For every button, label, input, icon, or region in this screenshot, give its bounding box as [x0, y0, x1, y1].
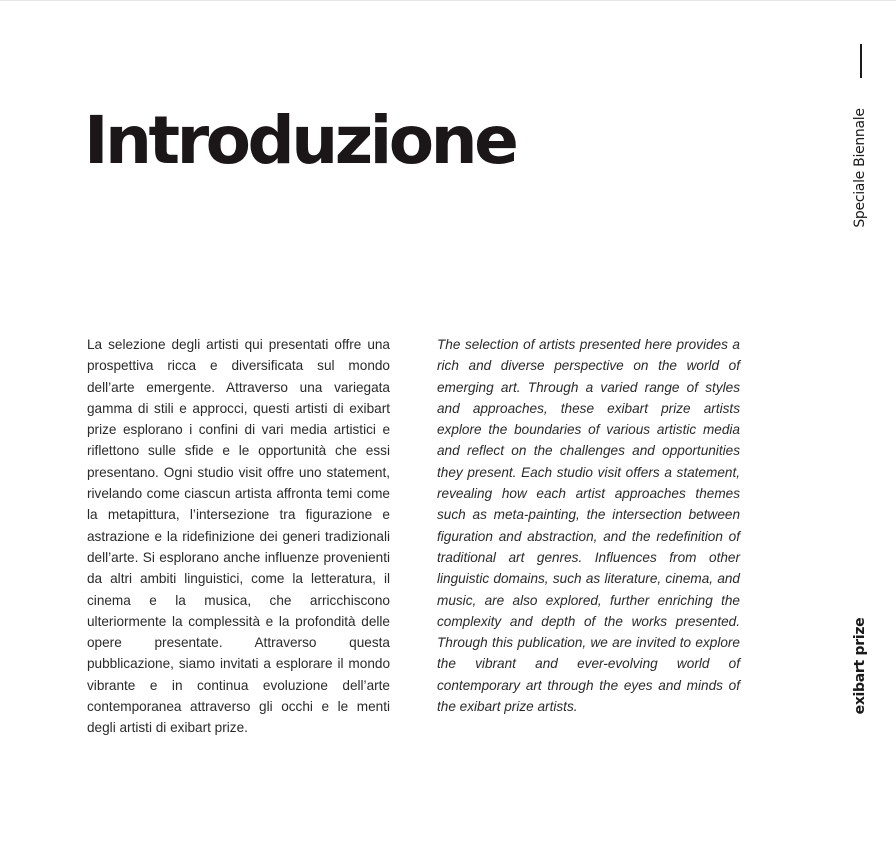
- brand-label: exibart prize: [852, 617, 868, 715]
- top-divider: [0, 0, 896, 1]
- section-label: Speciale Biennale: [852, 108, 868, 228]
- page-title: Introduzione: [84, 102, 516, 179]
- body-text-italian: La selezione degli artisti qui presentati offre una prospettiva ricca e diversificata sul mondo dell’arte emergente. Attraverso una variegata gamma di stili e approcci, questi artisti di exibart prize esplorano i confini di vari media artistici e riflettono sulle sfide e le opportunità che essi presentano. Ogni studio visit offre uno statement, rivelando come ciascun artista affronta temi come la metapittura, l’intersezione tra figurazione e astrazione e la ridefinizione dei generi tradizionali dell’arte. Si esplorano anche influenze provenienti da altri ambiti linguistici, come la letteratura, il cinema e la musica, che arricchiscono ulteriormente la complessità e la profondità delle opere presentate. Attraverso questa pubblicazione, siamo invitati a esplorare il mondo vibrante e in continua evoluzione dell’arte contemporanea attraverso gli occhi e le menti degli artisti di exibart prize.: [87, 337, 390, 736]
- body-text-english: The selection of artists presented here provides a rich and diverse perspective on the world of emerging art. Through a varied range of styles and approaches, these exibart prize artists explore the boundaries of various artistic media and reflect on the challenges and opportunities they present. Each studio visit offers a statement, revealing how each artist approaches themes such as meta-painting, the intersection between figuration and abstraction, and the redefinition of traditional art genres. Influences from other linguistic domains, such as literature, cinema, and music, are also explored, further enriching the complexity and depth of the works presented. Through this publication, we are invited to explore the vibrant and ever-evolving world of contemporary art through the eyes and minds of the exibart prize artists.: [437, 337, 740, 715]
- side-marker-line: [860, 44, 862, 78]
